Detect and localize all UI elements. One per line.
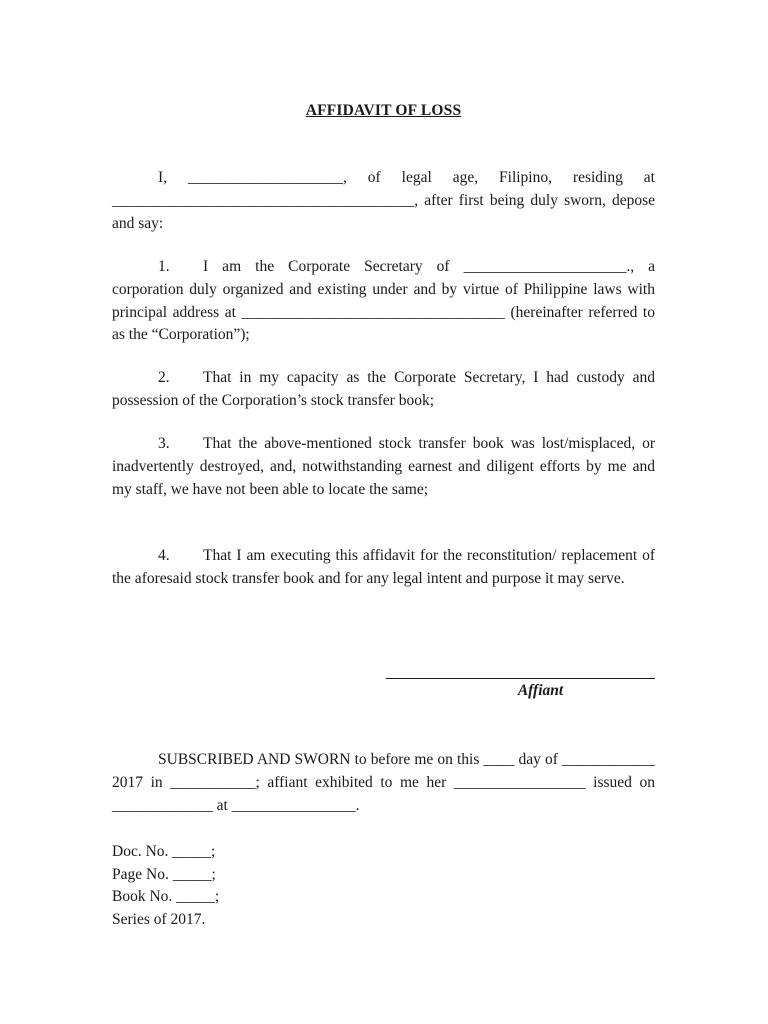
page-number: Page No. _____; (112, 865, 216, 883)
book-number: Book No. _____; (112, 888, 220, 905)
document-title: AFFIDAVIT OF LOSS (305, 102, 462, 119)
notary-details (112, 841, 219, 931)
jurat-paragraph: SUBSCRIBED AND SWORN to before me on this ____ day of ____________ 2017 in ___________; affiant exhibited to me her _________________ issued on _____________ at ________________. (112, 751, 655, 814)
signature-line (386, 678, 655, 679)
item-4-number: 4. (158, 547, 170, 564)
item-1-number: 1. (158, 258, 170, 275)
item-2-text: That in my capacity as the Corporate Secretary, I had custody and possession of the Corporation’s stock transfer book; (112, 369, 655, 409)
item-3-paragraph (112, 433, 655, 501)
document-page (112, 0, 655, 1024)
item-1-text: I am the Corporate Secretary of _____________________., a corporation duly organized and existing under and by virtue of Philippine laws with principal address at __________________________________ (hereinafter referred to as the “Corporation”); (112, 258, 655, 344)
affiant-label: Affiant (517, 682, 564, 699)
intro-paragraph: I, ____________________, of legal age, Filipino, residing at _______________________________________, after first being duly sworn, depose and say: (112, 169, 655, 232)
item-1-paragraph (112, 256, 655, 347)
item-3-number: 3. (158, 435, 170, 452)
item-3-text: That the above-mentioned stock transfer book was lost/misplaced, or inadvertently destroyed, and, notwithstanding earnest and diligent efforts by me and my staff, we have not been able to locate the same; (112, 435, 655, 498)
series-year: Series of 2017. (112, 910, 206, 928)
item-4-text: That I am executing this affidavit for the reconstitution/ replacement of the aforesaid stock transfer book and for any legal intent and purpose it may serve. (112, 547, 655, 587)
item-4-paragraph (112, 545, 655, 591)
item-2-number: 2. (158, 369, 170, 386)
doc-number: Doc. No. _____; (112, 843, 216, 860)
item-2-paragraph (112, 367, 655, 413)
